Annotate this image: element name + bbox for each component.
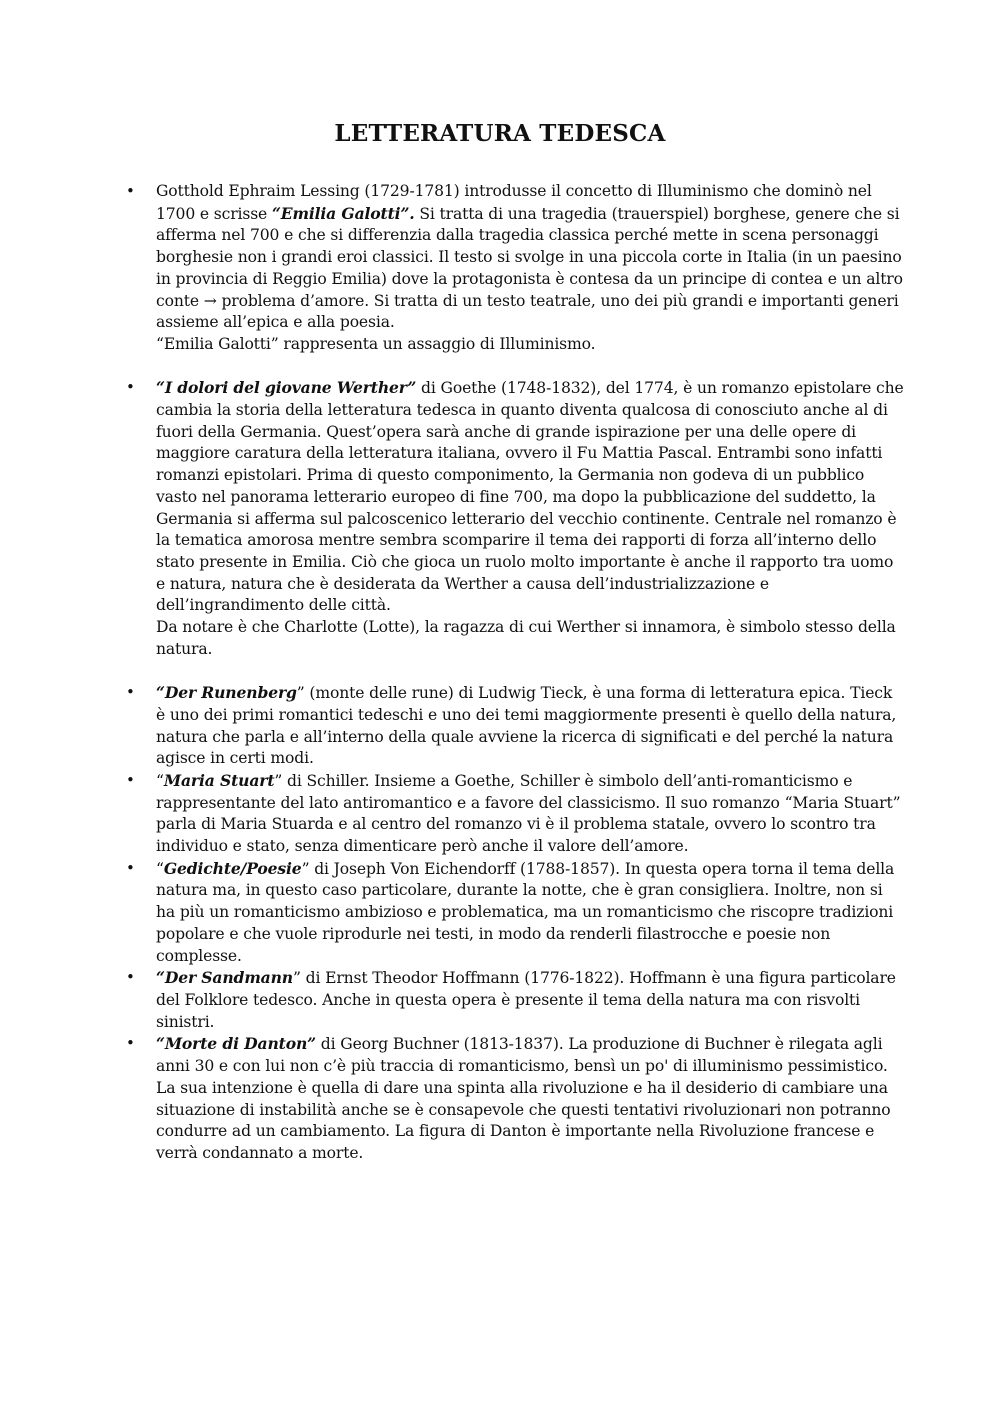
item-lead: “ — [156, 859, 164, 878]
work-title: “I dolori del giovane Werther” — [156, 378, 417, 398]
bullet-list — [126, 181, 904, 1165]
list-item-lessing — [126, 181, 904, 356]
bullet-icon: • — [126, 968, 135, 987]
list-item-danton — [126, 1033, 904, 1164]
list-item-maria-stuart — [126, 770, 904, 858]
item-text: di Goethe (1748-1832), del 1774, è un romanzo epistolare che cambia la storia della letteratura tedesca in quanto diventa qualcosa di conosciuto anche al di fuori della Germania. Quest’opera sarà anche di grande ispirazione per una delle opere di maggiore caratura della letteratura italiana, ovvero il Fu Mattia Pascal. Entrambi sono infatti romanzi epistolari. Prima di questo componimento, la Germania non godeva di un pubblico vasto nel panorama letterario europeo di fine 700, ma dopo la pubblicazione del suddetto, la Germania si afferma sul palcoscenico letterario del vecchio continente. Centrale nel romanzo è la tematica amorosa mentre sembra scomparire il tema dei rapporti di forza all’interno dello stato presente in Emilia. Ciò che gioca un ruolo molto importante è anche il rapporto tra uomo e natura, natura che è desiderata da Werther a causa dell’industrializzazione e dell’ingrandimento delle città. — [156, 379, 904, 615]
work-title: “Der Runenberg — [156, 683, 297, 703]
item-text: ” di Schiller. Insieme a Goethe, Schiller è simbolo dell’anti-romanticismo e rappresentante del lato antiromantico e a favore del classicismo. Il suo romanzo “Maria Stuart” parla di Maria Stuarda e al centro del romanzo vi è il problema statale, ovvero lo scontro tra individuo e stato, senza dimenticare però anche il valore dell’amore. — [156, 771, 901, 856]
bullet-icon: • — [126, 858, 135, 877]
document-title: LETTERATURA TEDESCA — [334, 120, 666, 147]
spacer — [156, 356, 904, 378]
bullet-icon: • — [126, 770, 135, 789]
bullet-icon: • — [126, 182, 135, 200]
item-text: ” di Joseph Von Eichendorff (1788-1857). In questa opera torna il tema della natura ma, in questo caso particolare, durante la notte, che è gran consigliera. Inoltre, non si ha più un romanticismo ambizioso e problematica, ma un romanticismo che riscopre tradizioni popolare e che vuole riprodurle nei testi, in modo da renderli filastrocche e poesie non complesse. — [156, 859, 895, 965]
list-item-sandmann — [126, 967, 904, 1033]
item-paragraph — [156, 1033, 904, 1164]
work-title: Gedichte/Poesie — [163, 858, 302, 878]
item-extra-paragraph: Da notare è che Charlotte (Lotte), la ragazza di cui Werther si innamora, è simbolo stesso della natura. — [156, 618, 896, 658]
list-item-gedichte — [126, 858, 904, 968]
work-title: “Der Sandmann — [156, 968, 293, 988]
item-paragraph — [156, 682, 904, 770]
item-text: ” (monte delle rune) di Ludwig Tieck, è una forma di letteratura epica. Tieck è uno dei primi romantici tedeschi e uno dei temi maggiormente presenti è quello della natura, natura che parla e all’interno della quale avviene la ricerca di significati e del perché la natura agisce in certi modi. — [156, 684, 897, 768]
item-paragraph — [156, 770, 904, 858]
item-lead: “ — [156, 771, 164, 790]
bullet-icon: • — [126, 378, 135, 397]
item-text: di Georg Buchner (1813-1837). La produzione di Buchner è rilegata agli anni 30 e con lui non c’è più traccia di romanticismo, bensì un po' di illuminismo pessimistico. La sua intenzione è quella di dare una spinta alla rivoluzione e ha il desiderio di cambiare una situazione di instabilità anche se è consapevole che questi tentativi rivoluzionari non potranno condurre ad un cambiamento. La figura di Danton è importante nella Rivoluzione francese e verrà condannato a morte. — [156, 1035, 891, 1162]
item-extra-paragraph: “Emilia Galotti” rappresenta un assaggio di Illuminismo. — [156, 334, 596, 353]
item-lead: Gotthold Ephraim Lessing (1729-1781) introdusse il concetto di Illuminismo che dominò nel 1700 e scrisse — [156, 182, 872, 223]
list-item-werther — [126, 377, 904, 660]
spacer — [156, 660, 904, 682]
item-text: Si tratta di una tragedia (trauerspiel) borghese, genere che si afferma nel 700 e che si differenzia dalla tragedia classica perché mette in scena personaggi borghesie non i grandi eroi classici. Il testo si svolge in una piccola corte in Italia (in un paesino in provincia di Reggio Emilia) dove la protagonista è contesa da un principe di contea e un altro conte → problema d’amore. Si tratta di un testo teatrale, uno dei più grandi e importanti generi assieme all’epica e alla poesia. — [156, 204, 903, 332]
work-title: “Emilia Galotti”. — [271, 203, 415, 223]
bullet-icon: • — [126, 1034, 135, 1053]
item-paragraph — [156, 377, 904, 617]
item-text: ” di Ernst Theodor Hoffmann (1776-1822). Hoffmann è una figura particolare del Folklore tedesco. Anche in questa opera è presente il tema della natura ma con risvolti sinistri. — [156, 969, 896, 1031]
work-title: Maria Stuart — [163, 770, 275, 790]
bullet-icon: • — [126, 683, 135, 702]
work-title: “Morte di Danton” — [156, 1034, 316, 1054]
list-item-runenberg — [126, 682, 904, 770]
item-paragraph — [156, 181, 904, 334]
item-paragraph — [156, 858, 904, 968]
item-paragraph — [156, 967, 904, 1033]
